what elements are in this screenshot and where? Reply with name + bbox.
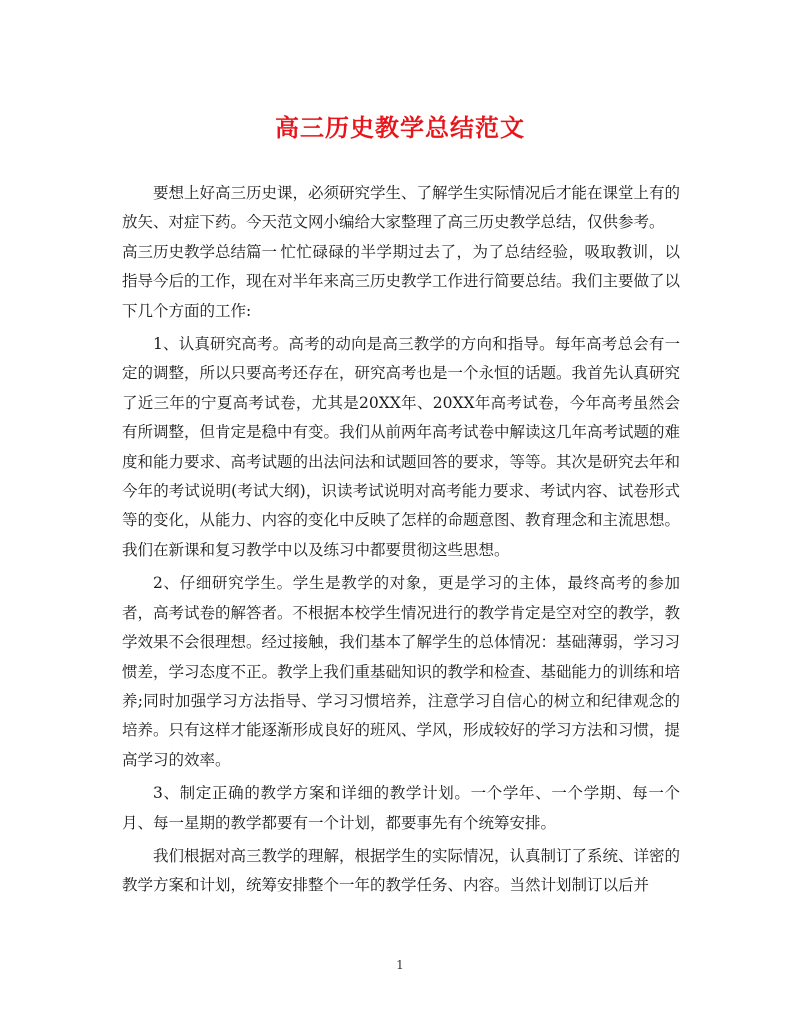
- paragraph-3: 3、制定正确的教学方案和详细的教学计划。一个学年、一个学期、每一个月、每一星期的教学都要有一个计划，都要事先有个统筹安排。: [122, 784, 680, 832]
- section-heading-paragraph: [122, 238, 680, 326]
- paragraph-2: 2、仔细研究学生。学生是教学的对象，更是学习的主体，最终高考的参加者，高考试卷的解答者。不根据本校学生情况进行的教学肯定是空对空的教学，教学效果不会很理想。经过接触，我们基本了解学生的总体情况：基础薄弱，学习习惯差，学习态度不正。教学上我们重基础知识的教学和检查、基础能力的训练和培养;同时加强学习方法指导、学习习惯培养，注意学习自信心的树立和纪律观念的培养。只有这样才能逐渐形成良好的班风、学风，形成较好的学习方法和习惯，提高学习的效率。: [122, 574, 681, 769]
- paragraph-4: 我们根据对高三教学的理解，根据学生的实际情况，认真制订了系统、详密的教学方案和计划，统筹安排整个一年的教学任务、内容。当然计划制订以后并: [122, 846, 681, 895]
- intro-paragraph: 要想上好高三历史课，必须研究学生、了解学生实际情况后才能在课堂上有的放矢、对症下药。今天范文网小编给大家整理了高三历史教学总结，仅供参考。: [122, 184, 681, 232]
- section-label: 高三历史教学总结篇一: [122, 242, 278, 261]
- page-number: 1: [396, 958, 404, 972]
- section-text: 忙忙碌碌的半学期过去了，为了总结经验，吸取教训，以指导今后的工作，现在对半年来高三历史教学工作进行简要总结。我们主要做了以下几个方面的工作:: [122, 242, 681, 320]
- paragraph-1: 1、认真研究高考。高考的动向是高三教学的方向和指导。每年高考总会有一定的调整，所以只要高考还存在，研究高考也是一个永恒的话题。我首先认真研究了近三年的宁夏高考试卷，尤其是20XX年、20XX年高考试卷，今年高考虽然会有所调整，但肯定是稳中有变。我们从前两年高考试卷中解读这几年高考试题的难度和能力要求、高考试题的出法问法和试题回答的要求，等等。其次是研究去年和今年的考试说明(考试大纲)，识读考试说明对高考能力要求、考试内容、试卷形式等的变化，从能力、内容的变化中反映了怎样的命题意图、教育理念和主流思想。我们在新课和复习教学中以及练习中都要贯彻这些思想。: [122, 335, 681, 559]
- document-body: [122, 179, 680, 901]
- document-title: 高三历史教学总结范文: [275, 113, 525, 142]
